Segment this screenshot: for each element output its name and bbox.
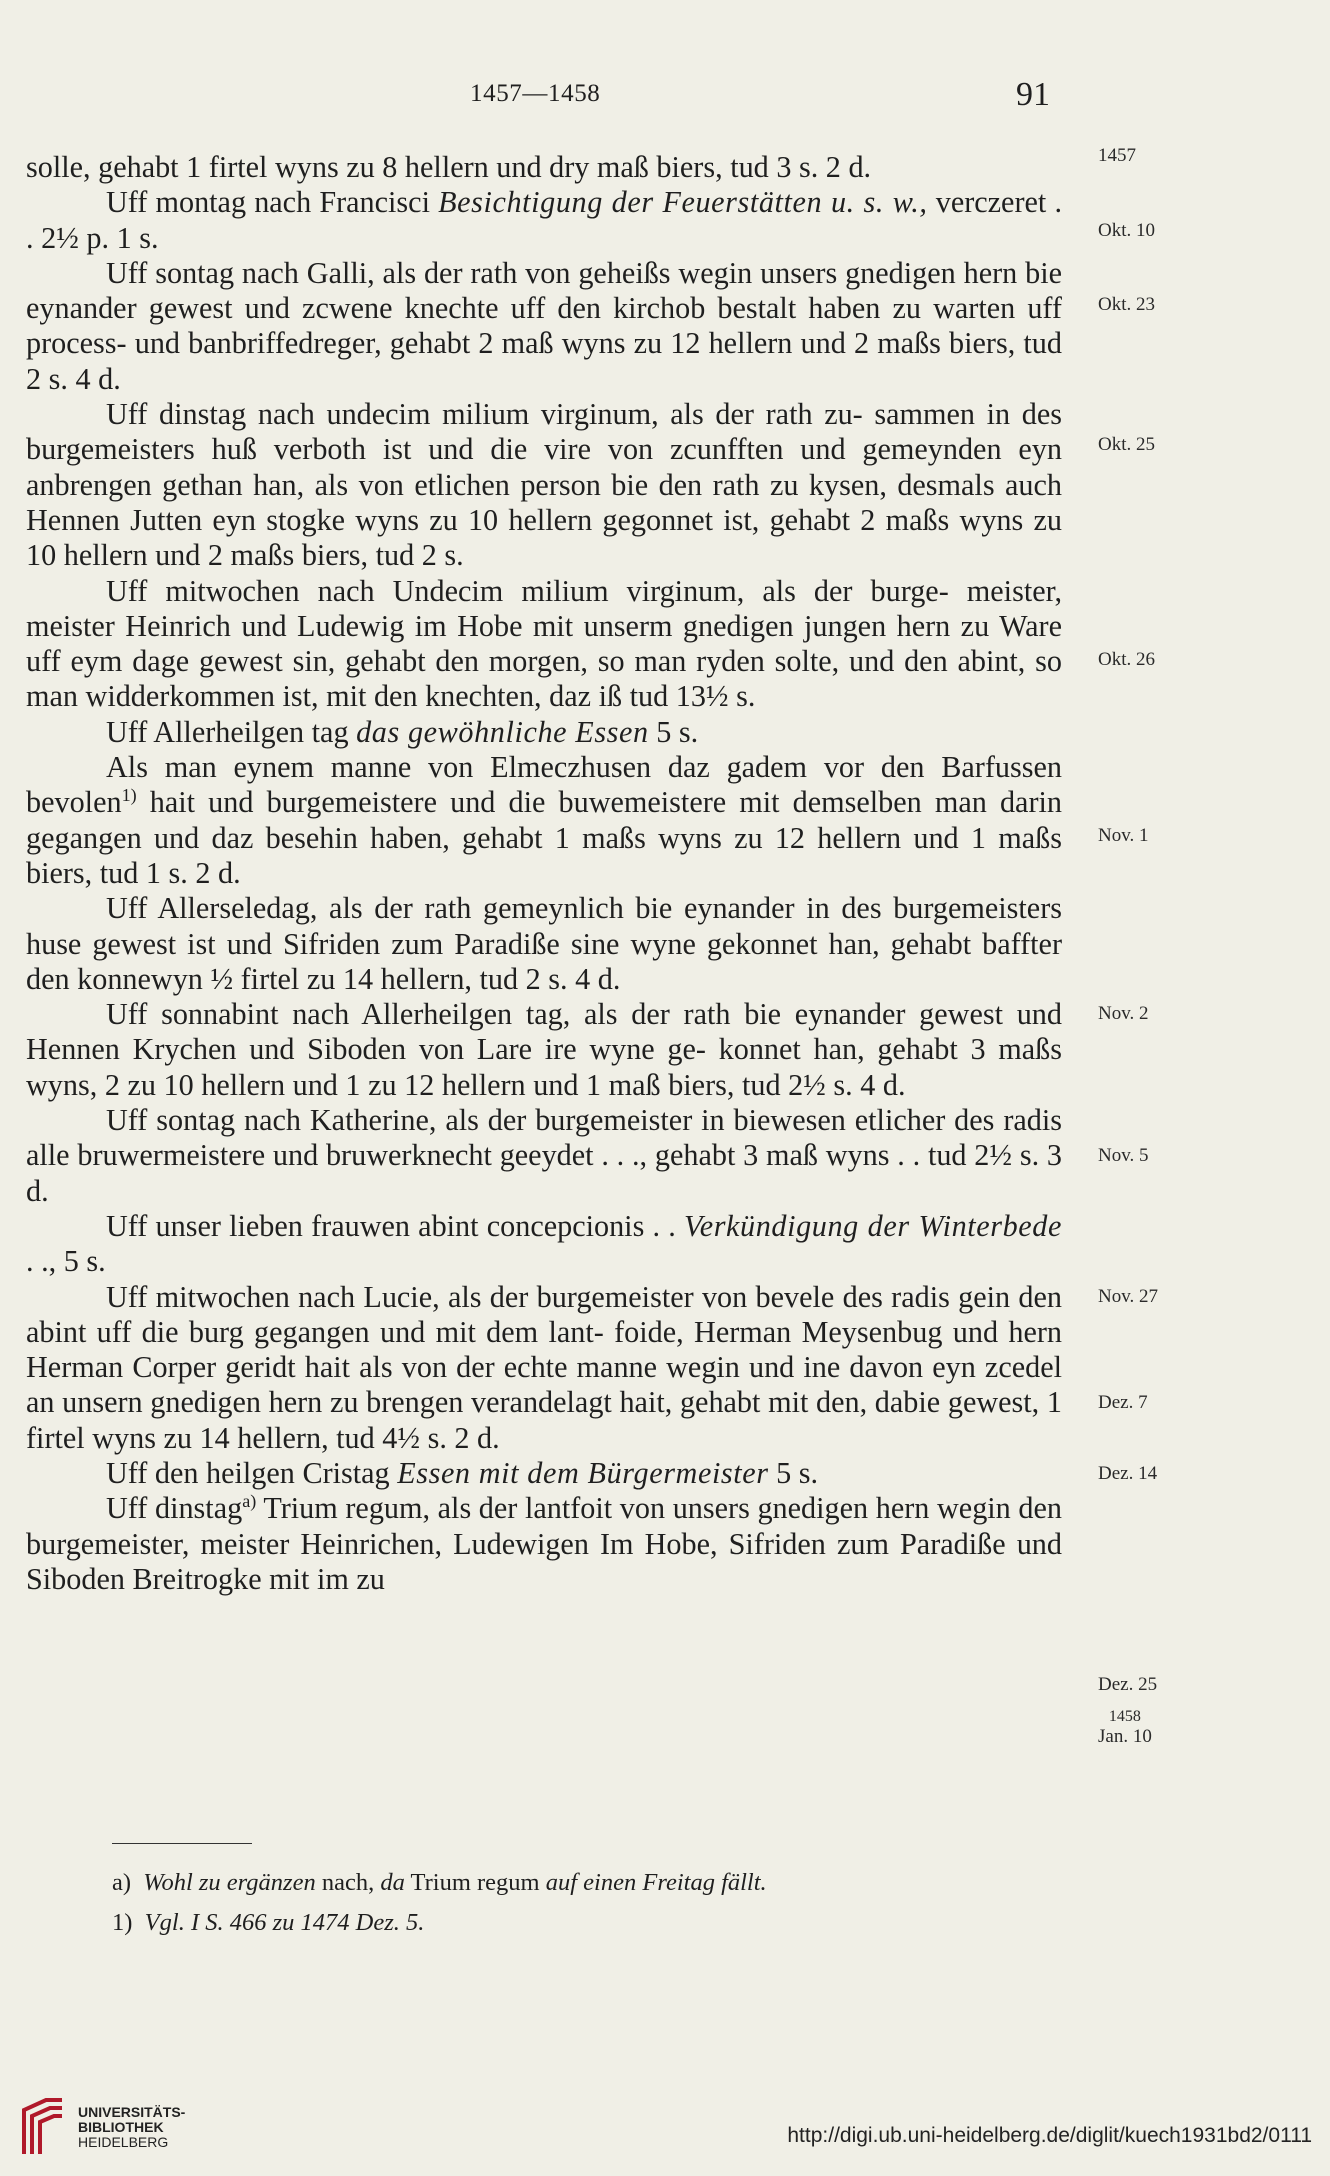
margin-note-year: 1457 [1098, 145, 1136, 166]
italic-summary: Besichtigung der Feuerstätten u. s. w., [438, 185, 928, 220]
margin-note-date: Dez. 14 [1098, 1463, 1158, 1484]
italic-summary: das gewöhnliche Essen [356, 714, 649, 749]
page-number: 91 [1016, 76, 1050, 113]
footnote: 1) Vgl. I S. 466 zu 1474 Dez. 5. [112, 1909, 425, 1936]
footnote-mark: 1) [112, 1909, 133, 1936]
paragraph: Als man eynem manne von Elmeczhusen daz gadem vor den Barfussen bevolen$^{1)}$ hait und burgemeistere und die buwemeistere mit demselben man darin gegangen und daz besehin haben, gehabt 1 maßs wyns zu 12 hellern und 1 maßs biers, tud 1 s. 2 d. [26, 750, 1062, 890]
paragraph: Uff mitwochen nach Lucie, als der burgemeister von bevele des radis gein den abint uff die burg gegangen und mit dem lant- foide, Herman Meysenbug und hern Herman Corper geridt hait als von der echte manne wegin und ine davon eyn zcedel an unsern gnedigen hern zu brengen verandelagt hait, gehabt mit den, dabie gewest, 1 firtel wyns zu 14 hellern, tud 4½ s. 2 d. [26, 1279, 1062, 1455]
margin-note-date: Okt. 23 [1098, 294, 1155, 315]
paragraph: Uff Allerheilgen tag das gewöhnliche Essen 5 s. [106, 714, 699, 749]
footnote-mark: a) [112, 1869, 132, 1896]
margin-note-date: Nov. 2 [1098, 1003, 1149, 1024]
paragraph: Uff dinstag$^{a)}$ Trium regum, als der lantfoit von unsers gnedigen hern wegin den burgemeister, meister Heinrichen, Ludewigen Im Hobe, Sifriden zum Paradiße und Siboden Breitrogke mit im zu [26, 1491, 1062, 1596]
margin-note-date: Jan. 10 [1098, 1726, 1152, 1747]
library-logo-icon [16, 2096, 68, 2156]
margin-note-date: Okt. 10 [1098, 220, 1155, 241]
paragraph: Uff sontag nach Galli, als der rath von geheißs wegin unsers gnedigen hern bie eynander gewest und zcwene knechte uff den kirchob bestalt haben zu warten uff process- und banbriffedreger, gehabt 2 maß wyns zu 12 hellern und 2 maßs biers, tud 2 s. 4 d. [26, 255, 1062, 396]
paragraph: Uff sontag nach Katherine, als der burgemeister in biewesen etlicher des radis alle bruwermeistere und bruwerknecht geeydet . . ., gehabt 3 maß wyns . . tud 2½ s. 3 d. [26, 1103, 1062, 1208]
footnote: a) Wohl zu ergänzen nach, da Trium regum auf einen Freitag fällt. [112, 1869, 767, 1896]
margin-note-date: Nov. 5 [1098, 1145, 1149, 1166]
paragraph: solle, gehabt 1 firtel wyns zu 8 hellern und dry maß biers, tud 3 s. 2 d. [26, 150, 872, 184]
margin-note-date: Okt. 26 [1098, 649, 1155, 670]
body-text [26, 150, 1062, 1597]
margin-note-date: Nov. 1 [1098, 825, 1149, 846]
running-title: 1457—1458 [470, 80, 601, 107]
margin-note-date: Okt. 25 [1098, 434, 1155, 455]
italic-summary: Verkündigung der Winterbede [684, 1208, 1062, 1243]
page-header [0, 76, 1330, 120]
library-name: UNIVERSITÄTS- BIBLIOTHEK HEIDELBERG [78, 2104, 186, 2150]
margin-note-date: Nov. 27 [1098, 1286, 1158, 1307]
paragraph: Uff den heilgen Cristag Essen mit dem Bürgermeister 5 s. [106, 1455, 819, 1490]
footnote-ref: a) [242, 1491, 257, 1512]
source-url[interactable]: http://digi.ub.uni-heidelberg.de/diglit/kuech1931bd2/0111 [787, 2124, 1312, 2147]
margin-note-year: 1458 [1108, 1708, 1141, 1725]
margin-note-date: Dez. 25 [1098, 1674, 1158, 1695]
italic-summary: Essen mit dem Bürgermeister [397, 1455, 769, 1490]
paragraph: Uff sonnabint nach Allerheilgen tag, als der rath bie eynander gewest und Hennen Krychen und Siboden von Lare ire wyne ge- konnet han, gehabt 3 maßs wyns, 2 zu 10 hellern und 1 zu 12 hellern und 1 maß biers, tud 2½ s. 4 d. [26, 997, 1062, 1102]
paragraph: Uff unser lieben frauwen abint concepcionis . . Verkündigung der Winterbede . ., 5 s. [26, 1208, 1062, 1279]
footnotes [112, 1863, 1072, 1943]
paragraph: Uff dinstag nach undecim milium virginum, als der rath zu- sammen in des burgemeisters huß verboth ist und die vire von zcunfften und gemeynden eyn anbrengen gethan han, als von etlichen person bie den rath zu kysen, desmals auch Hennen Jutten eyn stogke wyns zu 10 hellern gegonnet ist, gehabt 2 maßs wyns zu 10 hellern und 2 maßs biers, tud 2 s. [26, 397, 1062, 573]
paragraph: Uff Allerseledag, als der rath gemeynlich bie eynander in des burgemeisters huse gewest ist und Sifriden zum Paradiße sine wyne gekonnet han, gehabt baffter den konnewyn ½ firtel zu 14 hellern, tud 2 s. 4 d. [26, 891, 1062, 996]
margin-note-year-jan [1098, 1707, 1152, 1747]
footnote-ref: 1) [121, 785, 137, 806]
margin-note-date: Dez. 7 [1098, 1392, 1148, 1413]
paragraph: Uff montag nach Francisci Besichtigung der Feuerstätten u. s. w., verczeret . . 2½ p. 1 s. [26, 185, 1062, 255]
paragraph: Uff mitwochen nach Undecim milium virginum, als der burge- meister, meister Heinrich und Ludewig im Hobe mit unserm gnedigen jungen hern zu Ware uff eym dage gewest sin, gehabt den morgen, so man ryden solte, und den abint, so man widderkommen ist, mit den knechten, daz iß tud 13½ s. [26, 573, 1062, 714]
footnote-divider [112, 1843, 252, 1844]
